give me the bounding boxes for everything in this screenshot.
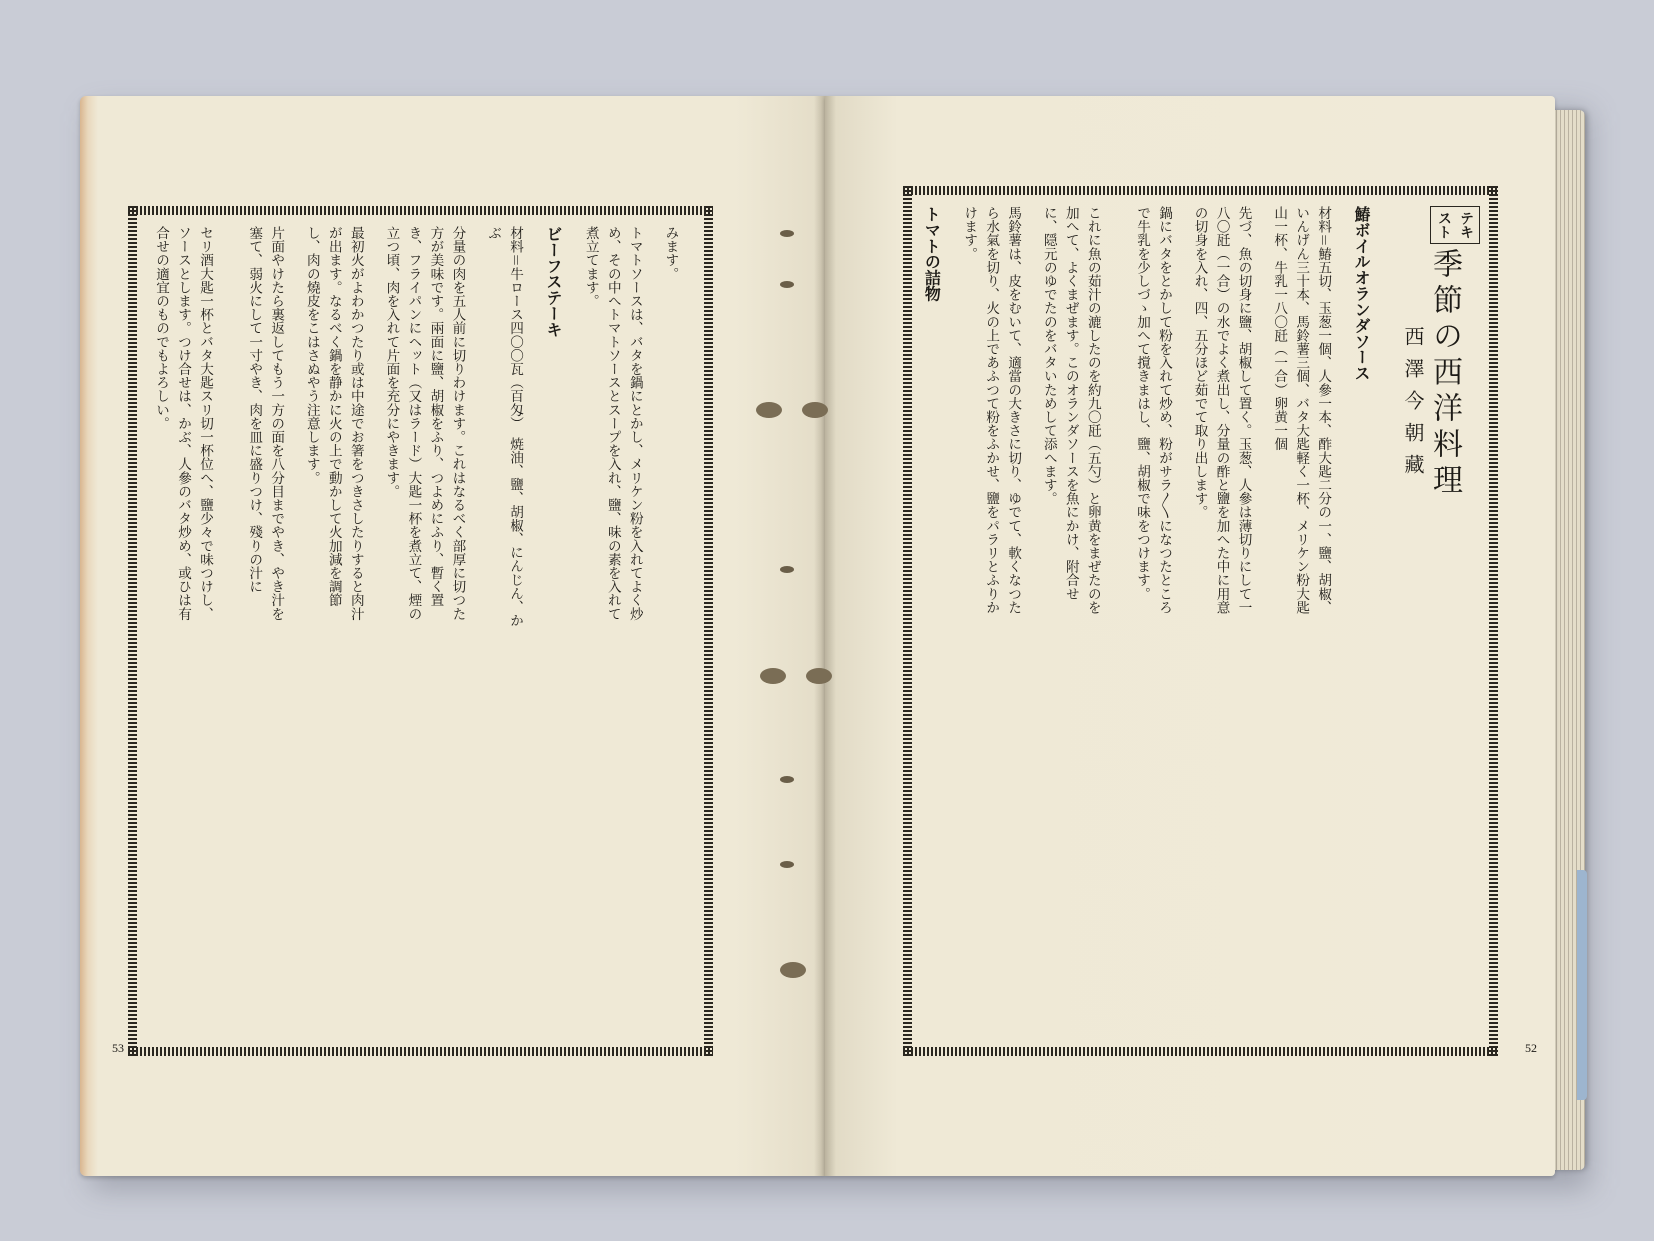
frame-border-right bbox=[704, 206, 713, 1056]
right-page bbox=[825, 96, 1555, 1176]
body-paragraph: 材料＝牛ロース四〇〇瓦（百匁） 焼油、鹽、胡椒、にんじん、かぶ bbox=[485, 226, 523, 628]
body-paragraph: みます。 bbox=[662, 226, 679, 281]
body-paragraph: 馬鈴薯は、皮をむいて、適當の大きさに切り、ゆでて、軟くなつたら水氣を切り、火の上であふつて粉をふかせ、鹽をパラリとふりかけます。 bbox=[961, 206, 1022, 614]
torn-staple-hole bbox=[806, 668, 832, 684]
body-paragraph: 鍋にバタをとかして粉を入れて炒め、粉がサラ〳〵になつたところで牛乳を少しづゝ加へて撹きまはし、鹽、胡椒で味をつけます。 bbox=[1134, 206, 1172, 614]
article-title: 季節の西洋料理 bbox=[1427, 248, 1462, 501]
left-upper-tier bbox=[230, 226, 695, 631]
recipe-heading: トマトの詰物 bbox=[922, 206, 942, 302]
body-paragraph: これに魚の茹汁の漉したのを約九〇瓩（五勺）と卵黄をまぜたのを加へて、よくまぜます。このオランダソースを魚にかけ、附合せに、隠元のゆでたのをバタいためして添へます。 bbox=[1040, 206, 1101, 614]
frame-border-right bbox=[1489, 186, 1498, 1056]
body-paragraph: 片面やけたら裏返してもう一方の面を八分目までやき、やき汁を塞て、弱火にして一寸やき、肉を皿に盛りつけ、殘りの汁に bbox=[246, 226, 285, 621]
staple-hole bbox=[780, 861, 794, 868]
article-author: 西澤今朝藏 bbox=[1401, 326, 1425, 486]
blue-tab bbox=[1577, 870, 1587, 1100]
badge-line-2: スト bbox=[1436, 211, 1452, 239]
frame-border-bottom bbox=[128, 1047, 713, 1056]
article-header bbox=[1402, 206, 1480, 621]
torn-staple-hole bbox=[802, 402, 828, 418]
staple-hole bbox=[780, 281, 794, 288]
body-paragraph: トマトソースは、バタを鍋にとかし、メリケン粉を入れてよく炒め、その中へトマトソースとスープを入れ、鹽、味の素を入れて煮立てます。 bbox=[582, 226, 643, 621]
body-paragraph: 最初火がよわかつたり或は中途でお箸をつきさしたりすると肉汁が出ます。なるべく鍋を静かに火の上で動かして火加減を調節し、肉の燒皮をこはさぬやう注意します。 bbox=[303, 226, 364, 621]
right-page-text bbox=[921, 206, 1480, 1036]
recipe-heading: 鰆ボイルオランダソース bbox=[1352, 206, 1372, 382]
open-magazine bbox=[80, 96, 1585, 1186]
recipe-heading: ビーフステーキ bbox=[543, 226, 563, 338]
right-lower-tier bbox=[921, 206, 1117, 621]
left-page-frame bbox=[128, 206, 713, 1056]
torn-staple-hole bbox=[756, 402, 782, 418]
binding-gutter bbox=[814, 96, 836, 1176]
body-paragraph: 分量の肉を五人前に切りわけます。これはなるべく部厚に切つた方が美味です。兩面に鹽、胡椒をふり、つよめにふり、暫く置き、フライパンにヘット（又はラード）大匙一杯を煮立て、煙の立つ頃、肉を入れて片面を充分にやきます。 bbox=[383, 226, 466, 621]
staple-hole bbox=[780, 776, 794, 783]
page-number: 52 bbox=[1525, 1041, 1537, 1055]
body-paragraph: 材料＝鰆五切、玉葱一個、人參一本、酢大匙二分の一、鹽、胡椒、いんげん三十本、馬鈴薯三個、バタ大匙軽く一杯、メリケン粉大匙山一杯、牛乳一八〇瓩（一合）卵黄一個 bbox=[1271, 206, 1332, 614]
frame-border-top bbox=[128, 206, 713, 215]
staple-hole bbox=[780, 230, 794, 237]
left-page bbox=[80, 96, 825, 1176]
body-paragraph: 先づ、魚の切身に鹽、胡椒して置く。玉葱、人參は薄切りにして一八〇瓩（一合）の水でよく煮出し、分量の酢と鹽を加へた中に用意の切身を入れ、四、五分ほど茹でて取り出します。 bbox=[1191, 206, 1252, 614]
left-lower-tier bbox=[146, 226, 230, 631]
frame-border-bottom bbox=[903, 1047, 1498, 1056]
left-page-text bbox=[146, 226, 695, 1036]
body-paragraph: セリ酒大匙一杯とバタ大匙スリ切一杯位へ、鹽少々で味つけし、ソースとします。つけ合せは、かぶ、人參のバタ炒め、或ひは有合せの適宜のものでもよろしい。 bbox=[153, 226, 214, 621]
badge-line-1: テキ bbox=[1458, 211, 1474, 239]
right-upper-tier bbox=[1117, 206, 1480, 621]
torn-staple-hole bbox=[760, 668, 786, 684]
frame-border-top bbox=[903, 186, 1498, 195]
right-page-frame bbox=[903, 186, 1498, 1056]
series-badge bbox=[1430, 206, 1480, 244]
frame-border-left bbox=[128, 206, 137, 1056]
staple-hole bbox=[780, 566, 794, 573]
page-number: 53 bbox=[112, 1041, 124, 1055]
torn-staple-hole bbox=[780, 962, 806, 978]
frame-border-left bbox=[903, 186, 912, 1056]
